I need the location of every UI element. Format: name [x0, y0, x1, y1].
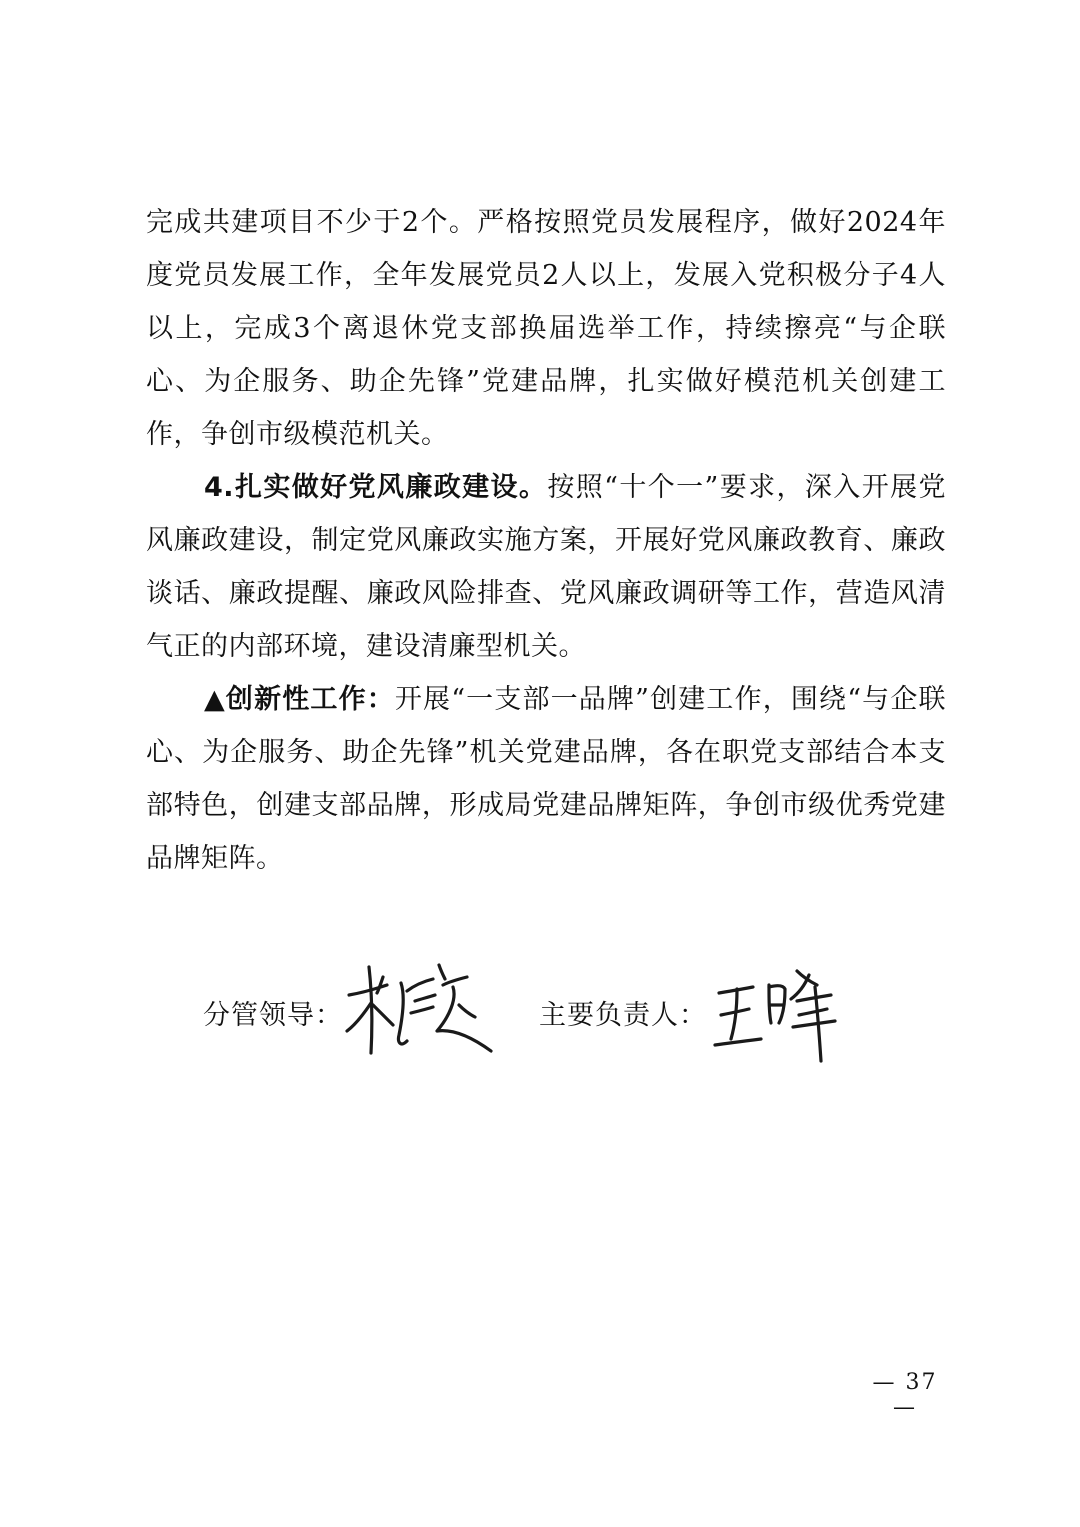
paragraph-party-development: 完成共建项目不少于2个。严格按照党员发展程序，做好2024年度党员发展工作，全年发展党员2人以上，发展入党积极分子4人以上，完成3个离退休党支部换届选举工作，持续擦亮“与企联心、为企服务、助企先锋”党建品牌，扎实做好模范机关创建工作，争创市级模范机关。 — [146, 207, 946, 450]
document-body — [146, 196, 946, 885]
paragraph-integrity-body: 按照“十个一”要求，深入开展党风廉政建设，制定党风廉政实施方案，开展好党风廉政教育、廉政谈话、廉政提醒、廉政风险排查、党风廉政调研等工作，营造风清气正的内部环境，建设清廉型机关。 — [146, 472, 947, 662]
principal-signature — [713, 963, 843, 1063]
page-number: — 37 — — [872, 1370, 938, 1420]
paragraph-integrity-building — [146, 461, 946, 673]
section-heading-integrity: 4.扎实做好党风廉政建设。 — [204, 472, 548, 503]
principal-label: 主要负责人： — [539, 1000, 707, 1031]
signature-block — [203, 955, 903, 1075]
leader-label: 分管领导： — [203, 1000, 343, 1031]
leader-signature — [341, 955, 501, 1065]
paragraph-innovative-work — [146, 673, 946, 885]
section-heading-innovative: ▲创新性工作： — [204, 684, 395, 715]
paragraph-innovative-body: 开展“一支部一品牌”创建工作，围绕“与企联心、为企服务、助企先锋”机关党建品牌，各在职党支部结合本支部特色，创建支部品牌，形成局党建品牌矩阵，争创市级优秀党建品牌矩阵。 — [146, 684, 946, 874]
